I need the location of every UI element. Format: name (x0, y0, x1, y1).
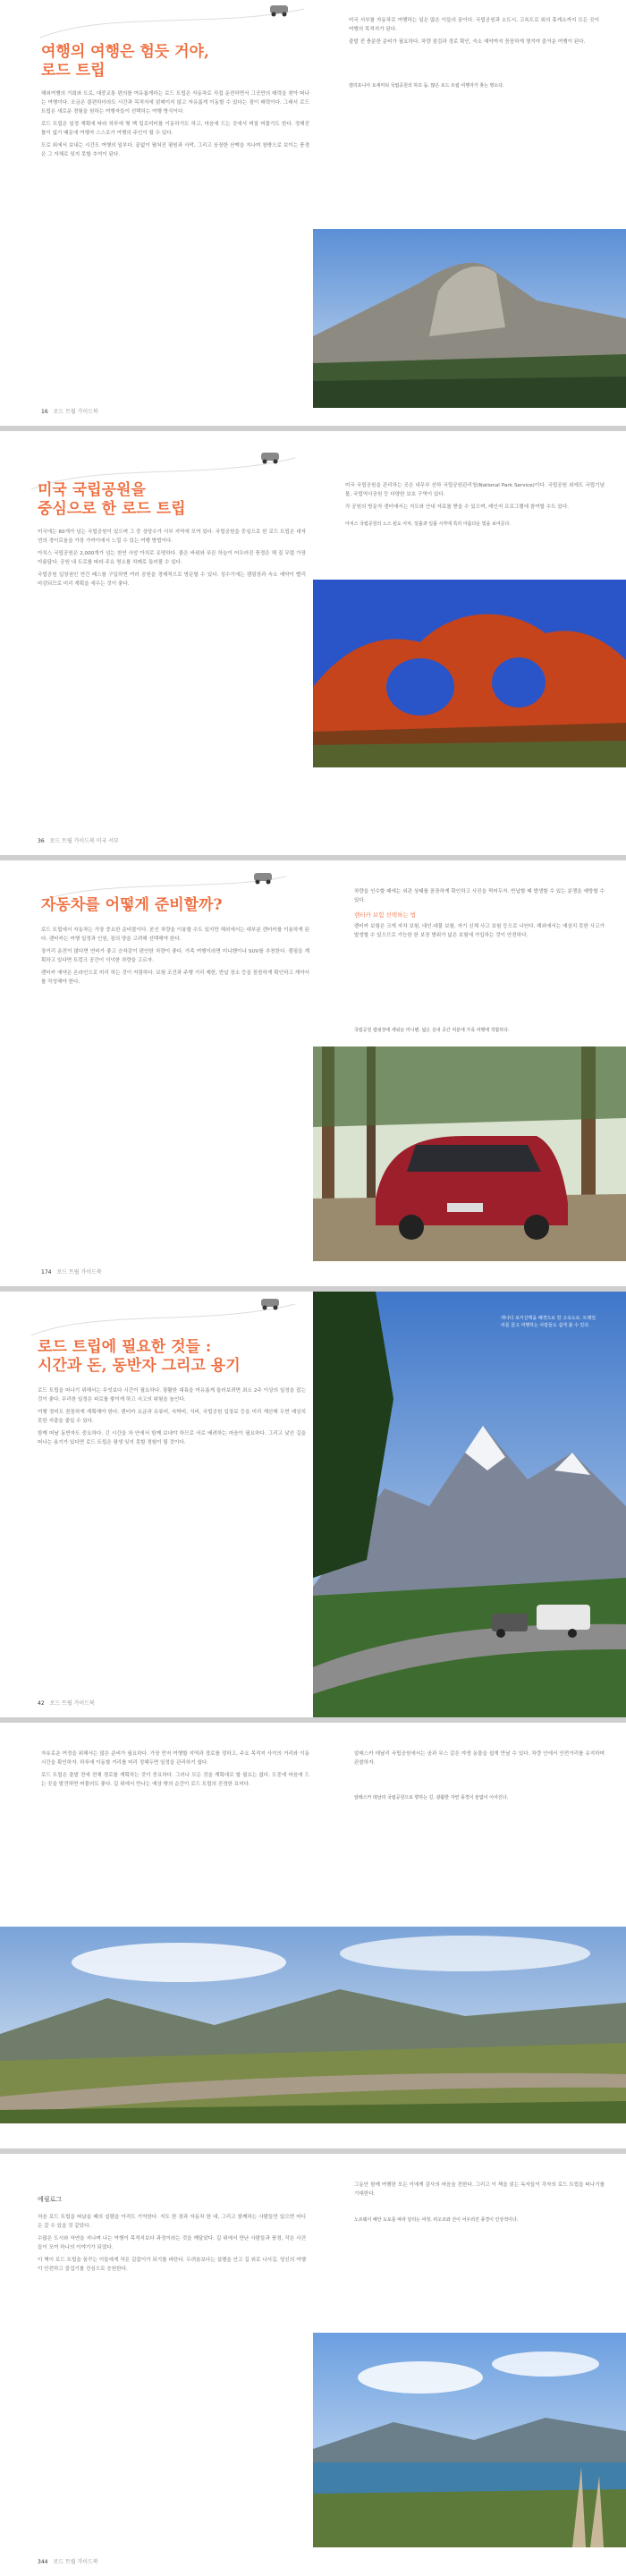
page3-left-paragraph: 장거리 운전이 많다면 연비가 좋고 승차감이 편안한 차량이 좋다. 가족 여행이라면 미니밴이나 SUV를 추천한다. 캠핑을 계획하고 있다면 트렁크 공간이 넉넉한 차량을 고르자. (41, 949, 309, 963)
minivan-campsite-photo (313, 1046, 626, 1261)
page3-left-paragraph: 렌터카 예약은 온라인으로 미리 하는 것이 저렴하다. 보험 조건과 주행 거리 제한, 반납 장소 등을 꼼꼼하게 확인하고 계약서를 작성해야 한다. (41, 970, 309, 985)
page6-section-label: 에필로그 (38, 2196, 63, 2203)
page3-right-paragraph: 렌터카 보험은 크게 자차 보험, 대인·대물 보험, 자기 신체 사고 보험 등으로 나뉜다. 해외에서는 예상치 못한 사고가 발생할 수 있으므로 가능한 한 보장 범위가 넓은 보험에 가입하는 것이 안전하다. (354, 924, 605, 938)
page2-left-paragraph: 미국에는 60개가 넘는 국립공원이 있으며 그 중 상당수가 서부 지역에 모여 있다. 국립공원을 중심으로 한 로드 트립은 대자연의 경이로움을 가장 가까이에서 느낄 수 있는 여행 방법이다. (38, 530, 306, 544)
page2-folio (38, 836, 119, 844)
page2-right-paragraph: 각 공원의 방문자 센터에서는 지도와 안내 자료를 받을 수 있으며, 레인저 프로그램에 참여할 수도 있다. (345, 504, 569, 510)
page-number: 174 (41, 1269, 52, 1275)
page-number: 36 (38, 838, 45, 844)
page5-right-paragraph: 알래스카 데날리 국립공원에서는 곰과 무스 같은 야생 동물을 쉽게 만날 수 있다. 차량 안에서 안전거리를 유지하며 관찰하자. (354, 1751, 605, 1766)
page2-title-line1: 미국 국립공원을 (38, 481, 146, 499)
page4-left-paragraph: 여행 경비도 꼼꼼하게 계획해야 한다. 렌터카 요금과 유류비, 숙박비, 식비, 국립공원 입장료 등을 미리 계산해 두면 예상치 못한 지출을 줄일 수 있다. (38, 1410, 306, 1424)
page1-right-paragraph: 미국 서부를 자동차로 여행하는 일은 많은 이들의 꿈이다. 국립공원과 소도시, 고속도로 위의 휴게소까지 모든 곳이 여행의 목적지가 된다. (349, 18, 599, 32)
running-footer: 로드 트립 가이드북 (53, 2559, 98, 2565)
fjord-lake-photo (313, 2333, 626, 2547)
page1-left-paragraph: 도로 위에서 보내는 시간도 여행의 일부다. 끝없이 펼쳐진 평원과 사막, 그리고 웅장한 산맥을 지나며 창밖으로 보이는 풍경은 그 자체로 잊지 못할 추억이 된다. (41, 143, 309, 157)
page1-swoosh-decoration (36, 2, 322, 47)
page-number: 16 (41, 409, 48, 415)
page2-left-paragraph: 아치스 국립공원은 2,000개가 넘는 천연 사암 아치로 유명하다. 붉은 바위와 푸른 하늘이 어우러진 풍경은 해 질 무렵 가장 아름답다. 공원 내 도로를 따라 주요 명소를 차례로 둘러볼 수 있다. (38, 551, 306, 565)
page2-title-line2: 중심으로 한 로드 트립 (38, 500, 186, 518)
running-footer: 로드 트립 가이드북 (56, 1269, 102, 1275)
page2-left-paragraph: 국립공원 입장권인 연간 패스를 구입하면 여러 공원을 경제적으로 방문할 수 있다. 성수기에는 캠핑장과 숙소 예약이 빨리 마감되므로 미리 계획을 세우는 것이 좋다. (38, 572, 306, 587)
running-footer: 로드 트립 가이드북 (49, 1700, 95, 1707)
page2-photo-caption: 아치스 국립공원의 노스 윈도 아치. 일출과 일몰 시각에 특히 아름다운 빛을 보여준다. (345, 521, 511, 527)
page6-left-paragraph: 수많은 도시와 자연을 지나며 나는 여행이 목적지보다 과정이라는 것을 깨달았다. 길 위에서 만난 사람들과 풍경, 작은 사건들이 모여 하나의 이야기가 되었다. (38, 2236, 306, 2250)
page4-folio (38, 1699, 95, 1707)
page1-left-paragraph: 로드 트립은 일정 계획에 따라 하루에 몇 백 킬로미터를 이동하기도 하고, 마음에 드는 곳에서 며칠 머물기도 한다. 정해진 틀이 없기 때문에 여행자 스스로가 여행의 주인이 될 수 있다. (41, 122, 309, 136)
page3-photo-caption: 국립공원 캠핑장에 세워둔 미니밴. 넓은 실내 공간 덕분에 가족 여행에 적합하다. (354, 1028, 510, 1033)
page6-photo-caption: 노르웨이 해안 도로를 따라 달리는 여정. 피오르와 산이 어우러진 풍경이 인상적이다. (354, 2217, 519, 2223)
page-2 (0, 431, 626, 855)
page5-left-paragraph: 로드 트립은 출발 전에 전체 경로를 계획하는 것이 중요하다. 그러나 모든 것을 계획대로 할 필요는 없다. 도중에 마음에 드는 곳을 발견하면 머물러도 좋다. 길 위에서 만나는 예상 밖의 순간이 로드 트립의 진정한 묘미다. (41, 1773, 309, 1787)
page1-left-paragraph: 해외여행의 기회와 도로, 대중교통 편의를 여유롭게하는 로드 트립은 자동차로 직접 운전하면서 그곳만의 매력을 찾아 떠나는 여행이다. 조금은 불편하더라도 시간과 목적지에 얽매이지 않고 자유롭게 이동할 수 있다는 점이 매력이다. 그래서 로드 트립은 새로운 경험을 원하는 여행자들이 선택하는 여행 방식이다. (41, 91, 309, 114)
running-footer: 로드 트립 가이드북 미국 서부 (49, 838, 119, 844)
page1-photo-caption: 캘리포니아 요세미티 국립공원의 하프 돔. 많은 로드 트립 여행자가 찾는 명소다. (349, 83, 504, 89)
page1-right-paragraph: 출발 전 충분한 준비가 필요하다. 차량 점검과 경로 확인, 숙소 예약까지 꼼꼼하게 챙겨야 즐거운 여행이 된다. (349, 39, 586, 45)
page5-photo-caption: 알래스카 데날리 국립공원으로 향하는 길. 광활한 자연 풍경이 끝없이 이어진다. (354, 1795, 509, 1801)
page3-subhead: 렌터카 보험 선택하는 법 (354, 911, 416, 919)
page4-title-line2: 시간과 돈, 동반자 그리고 용기 (38, 1357, 241, 1375)
half-dome-photo (313, 229, 626, 408)
page-number: 344 (38, 2559, 48, 2565)
page-6 (0, 2154, 626, 2576)
page-number: 42 (38, 1700, 45, 1707)
page4-photo-caption: 캐나다 로키산맥을 배경으로 한 고속도로. 트레일러를 끌고 여행하는 사람들도 쉽게 볼 수 있다. (501, 1316, 596, 1328)
page-5 (0, 1723, 626, 2148)
page-3 (0, 860, 626, 1286)
page4-title-line1: 로드 트립에 필요한 것들 : (38, 1338, 212, 1356)
page6-left-paragraph: 처음 로드 트립을 떠났을 때의 설렘을 아직도 기억한다. 지도 한 장과 자동차 한 대, 그리고 함께하는 사람들만 있으면 어디든 갈 수 있을 것 같았다. (38, 2215, 306, 2229)
running-footer: 로드 트립 가이드북 (53, 409, 98, 415)
page4-left-paragraph: 함께 떠날 동반자도 중요하다. 긴 시간을 차 안에서 함께 보내야 하므로 서로 배려하는 마음이 필요하다. 그리고 낯선 길을 떠나는 용기가 있다면 로드 트립은 평생 잊지 못할 경험이 될 것이다. (38, 1431, 307, 1445)
page3-title: 자동차를 어떻게 준비할까? (41, 896, 223, 914)
page2-right-paragraph: 미국 국립공원을 관리하는 곳은 내무부 산하 국립공원관리청(National Park Service)이다. 국립공원 외에도 국립기념물, 국립역사공원 등 다양한 보호 구역이 있다. (345, 483, 605, 497)
page6-left-paragraph: 이 책이 로드 트립을 꿈꾸는 이들에게 작은 길잡이가 되기를 바란다. 두려움보다는 설렘을 안고 길 위로 나서길. 당신의 여행이 안전하고 즐겁기를 진심으로 응원한다. (38, 2258, 306, 2272)
page3-right-paragraph: 차량을 인수할 때에는 외관 상태를 꼼꼼하게 확인하고 사진을 찍어두자. 반납할 때 발생할 수 있는 분쟁을 예방할 수 있다. (354, 889, 605, 903)
page6-folio (38, 2557, 98, 2565)
page4-swoosh-decoration (27, 1295, 313, 1340)
page-1 (0, 0, 626, 426)
page4-left-paragraph: 로드 트립을 떠나기 위해서는 무엇보다 시간이 필요하다. 광활한 대륙을 여유롭게 둘러보려면 최소 2주 이상의 일정을 잡는 것이 좋다. 무리한 일정은 피로를 쌓이게 하고 사고의 위험을 높인다. (38, 1388, 306, 1402)
page3-left-paragraph: 로드 트립에서 자동차는 가장 중요한 준비물이다. 본인 차량을 이용할 수도 있지만 해외에서는 대부분 렌터카를 이용하게 된다. 렌터카는 여행 일정과 인원, 짐의 양을 고려해 선택해야 한다. (41, 928, 309, 942)
arches-photo (313, 580, 626, 767)
page-4 (0, 1292, 626, 1717)
rocky-mountain-highway-photo (313, 1292, 626, 1717)
page5-left-paragraph: 자유로운 여정을 위해서는 많은 준비가 필요하다. 가장 먼저 여행할 지역과 경로를 정하고, 주요 목적지 사이의 거리와 이동 시간을 확인하자. 하루에 이동할 거리를 미리 정해두면 일정을 관리하기 쉽다. (41, 1751, 309, 1766)
page6-right-paragraph: 그동안 함께 여행한 모든 이에게 감사의 마음을 전한다. 그리고 이 책을 읽는 독자들이 각자의 로드 트립을 떠나기를 기대한다. (354, 2182, 605, 2197)
denali-road-photo (0, 1927, 626, 2123)
page1-folio (41, 407, 98, 415)
page1-title-line1: 여행의 여행은 험듯 거야, (41, 43, 209, 61)
page1-title-line2: 로드 트립 (41, 62, 106, 80)
page3-folio (41, 1267, 102, 1275)
